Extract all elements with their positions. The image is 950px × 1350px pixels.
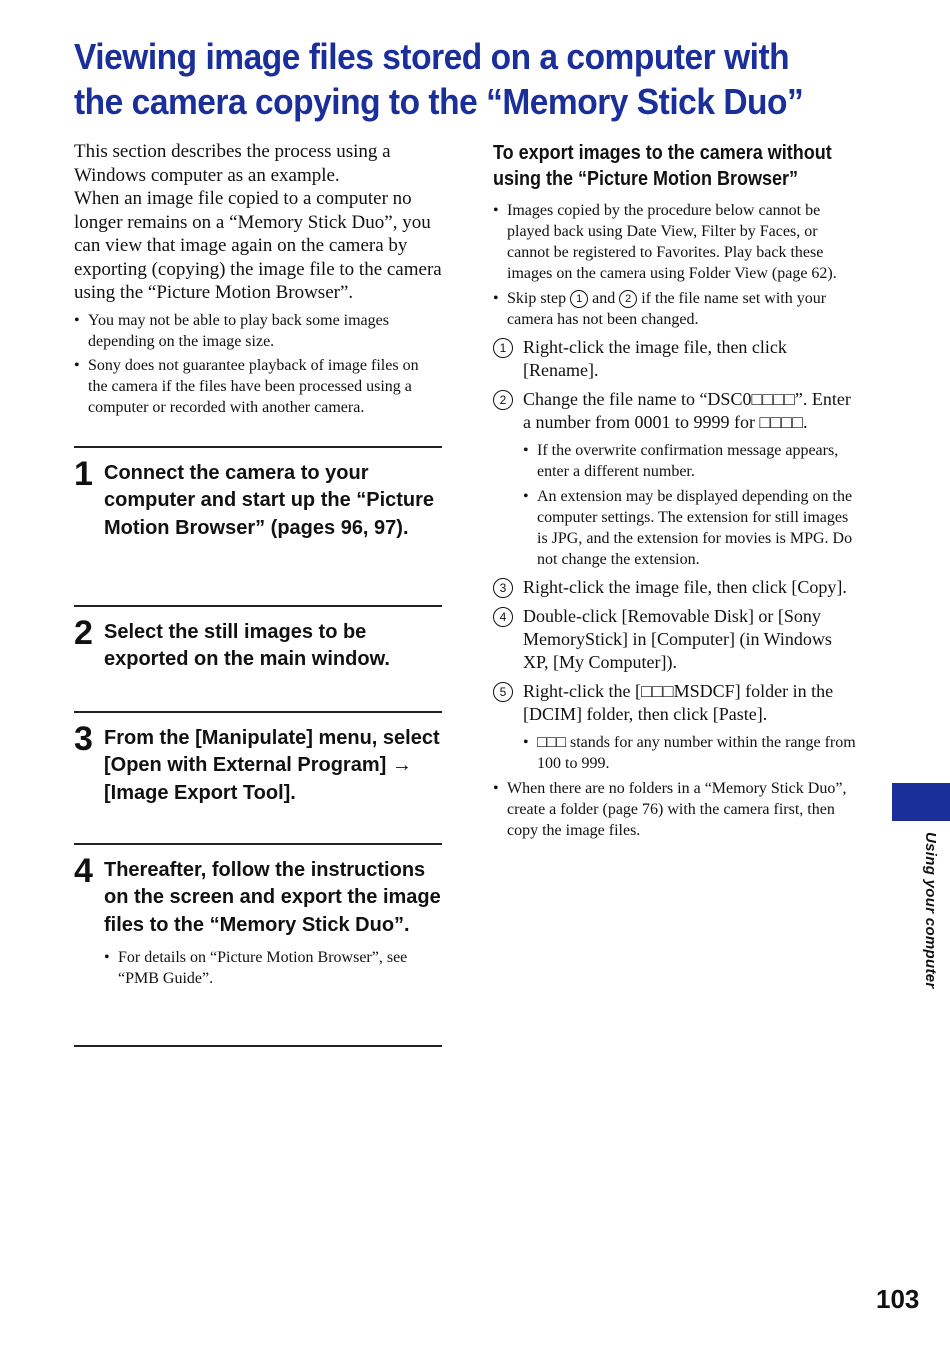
step-number: 3 xyxy=(74,719,93,758)
sub-step: 3 Right-click the image file, then click [Copy]. xyxy=(493,576,861,599)
step-number: 4 xyxy=(74,851,93,890)
right-column xyxy=(493,140,861,845)
circled-number: 4 xyxy=(493,607,513,627)
step-4-note: • For details on “Picture Motion Browser”, see “PMB Guide”. xyxy=(104,949,408,987)
circled-number: 5 xyxy=(493,682,513,702)
intro-paragraph-2: When an image file copied to a computer no longer remains on a “Memory Stick Duo”, you can view that image again on the camera by exporting (copying) the image file to the camera using the “Picture Motion Browser”. xyxy=(74,188,442,303)
sub-step-note: • □□□ stands for any number within the range from 100 to 999. xyxy=(523,734,856,772)
page-title: Viewing image files stored on a computer with the camera copying to the “Memory Stick Duo” xyxy=(74,36,804,122)
circled-number: 3 xyxy=(493,578,513,598)
circled-number: 2 xyxy=(493,390,513,410)
sub-step-note: • If the overwrite confirmation message appears, enter a different number. xyxy=(523,442,839,480)
circled-number: 1 xyxy=(570,290,588,308)
sub-step: 1 Right-click the image file, then click [Rename]. xyxy=(493,336,861,382)
sub-step: 4 Double-click [Removable Disk] or [Sony MemoryStick] in [Computer] (in Windows XP, [My Computer]). xyxy=(493,605,861,674)
note-bullet: • Skip step 1 and 2 if the file name set with your camera has not been changed. xyxy=(493,290,827,328)
section-label: Using your computer xyxy=(922,832,939,989)
step-3 xyxy=(74,713,442,843)
circled-number: 2 xyxy=(619,290,637,308)
section-tab xyxy=(892,783,950,821)
step-4 xyxy=(74,845,442,1045)
sub-step: 2 Change the file name to “DSC0□□□□”. Enter a number from 0001 to 9999 for □□□□. xyxy=(493,388,861,434)
step-1 xyxy=(74,448,442,605)
intro-paragraph-1: This section describes the process using a Windows computer as an example. xyxy=(74,141,391,186)
step-text: Thereafter, follow the instructions on the screen and export the image files to the “Memory Stick Duo”. xyxy=(104,858,441,936)
step-text: Connect the camera to your computer and start up the “Picture Motion Browser” (pages 96, 97). xyxy=(104,461,435,539)
sub-step-note: • An extension may be displayed depending on the computer settings. The extension for still images is JPG, and the extension for movies is MPG. Do not change the extension. xyxy=(523,488,853,568)
circled-number: 1 xyxy=(493,338,513,358)
step-number: 2 xyxy=(74,613,93,652)
step-2 xyxy=(74,607,442,711)
note-bullet: • Images copied by the procedure below cannot be played back using Date View, Filter by Faces, or cannot be registered to Favorites. Play back these images on the camera using Folder View (page 62). xyxy=(493,202,837,282)
step-text: Select the still images to be exported on the main window. xyxy=(104,620,390,670)
step-number: 1 xyxy=(74,454,93,493)
intro-note: • You may not be able to play back some images depending on the image size. xyxy=(74,311,389,350)
page-number: 103 xyxy=(876,1284,920,1314)
step-text: From the [Manipulate] menu, select [Open with External Program] → [Image Export Tool]. xyxy=(104,726,440,804)
intro-note: • Sony does not guarantee playback of image files on the camera if the files have been processed using a computer or recorded with another camera. xyxy=(74,356,419,416)
sub-step: 5 Right-click the [□□□MSDCF] folder in the [DCIM] folder, then click [Paste]. xyxy=(493,680,861,726)
divider xyxy=(74,1045,442,1047)
note-bullet: • When there are no folders in a “Memory Stick Duo”, create a folder (page 76) with the camera first, then copy the image files. xyxy=(493,780,847,839)
left-column xyxy=(74,140,442,1047)
section-heading: To export images to the camera without using the “Picture Motion Browser” xyxy=(493,142,832,190)
